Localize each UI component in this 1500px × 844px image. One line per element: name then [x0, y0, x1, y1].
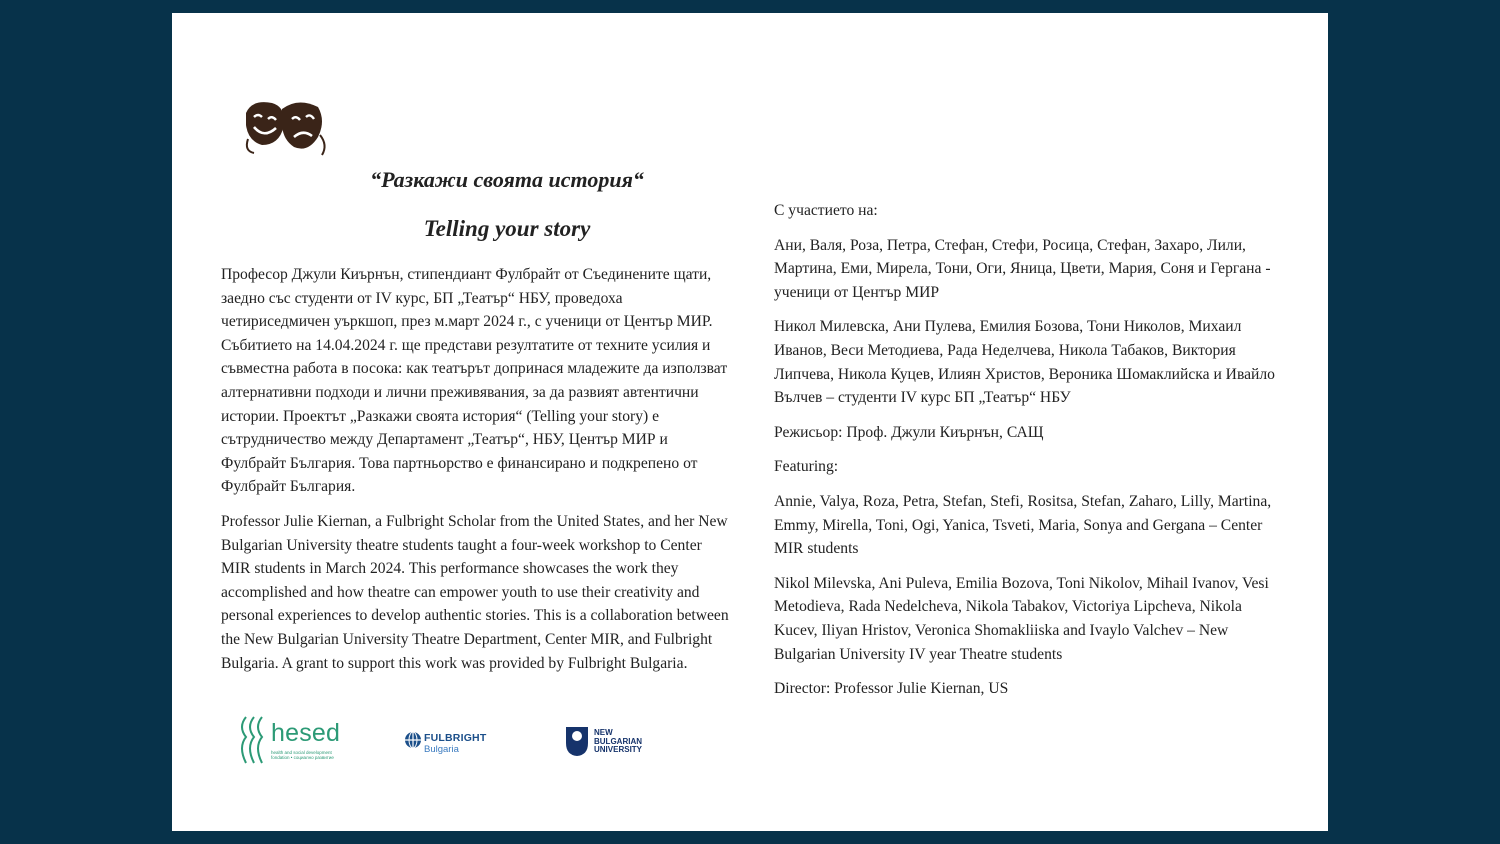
hesed-logo	[236, 713, 346, 769]
hesed-word: hesed	[271, 719, 341, 747]
nbu-logo	[564, 725, 660, 761]
participation-label-bg: С участието на:	[774, 202, 878, 219]
document-page	[172, 13, 1328, 831]
theatre-students-list-bg: Никол Милевска, Ани Пулева, Емилия Бозова, Тони Николов, Михаил Иванов, Веси Методиева, Рада Неделчева, Никола Табаков, Виктория Липчева, Никола Куцев, Илиян Христов, Вероника Шомаклийска и Ивайло Вълчев – студенти IV курс БП „Театър“ НБУ	[774, 318, 1275, 407]
left-column	[221, 263, 729, 686]
nbu-wordmark	[594, 729, 642, 755]
nbu-line1: NEW	[594, 728, 613, 737]
hesed-logo-icon	[236, 713, 270, 769]
featuring-label: Featuring:	[774, 458, 839, 476]
title-english: Telling your story	[423, 216, 591, 241]
description-bulgarian: Професор Джули Киърнън, стипендиант Фулбрайт от Съединените щати, заедно със студенти от IV курс, БП „Театър“ НБУ, проведоха четириседмичен уъркшоп, през м.март 2024 г., с ученици от Център МИР. Събитието на 14.04.2024 г. ще представи резултатите от техните усилия и съвместна работа в посока: как театърът допринася младежите да използват алтернативни подходи и лични преживявания, за да развият автентични истории. Проектът „Разкажи своята история“ (Telling your story) е сътрудничество между Департамент „Театър“, НБУ, Център МИР и Фулбрайт България. Това партньорство е финансирано и подкрепено от Фулбрайт България.	[221, 266, 728, 496]
theatre-masks-icon	[242, 95, 330, 157]
description-english: Professor Julie Kiernan, a Fulbright Scholar from the United States, and her New Bulgarian University theatre students taught a four-week workshop to Center MIR students in March 2024. This performance showcases the work they accomplished and how theatre can empower youth to use their creativity and personal experiences to develop authentic stories. This is a collaboration between the New Bulgarian University Theatre Department, Center MIR, and Fulbright Bulgaria. A grant to support this work was provided by Fulbright Bulgaria.	[221, 512, 729, 672]
theatre-students-list-en: Nikol Milevska, Ani Puleva, Emilia Bozova, Toni Nikolov, Mihail Ivanov, Vesi Metodieva, Rada Nedelcheva, Nikola Tabakov, Victoriya Lipcheva, Nikola Kucev, Iliyan Hristov, Veronica Shomakliiska and Ivaylo Valchev – New Bulgarian University IV year Theatre students	[774, 574, 1269, 663]
students-list-en: Annie, Valya, Roza, Petra, Stefan, Stefi, Rositsa, Stefan, Zaharo, Lilly, Martina, Emmy, Mirella, Toni, Ogi, Yanica, Tsveti, Maria, Sonya and Gergana – Center MIR students	[774, 492, 1272, 558]
title-bulgarian: “Разкажи своята история“	[370, 167, 644, 192]
hesed-tagline: health and social development fondation • социално развитие	[271, 750, 334, 760]
director-bg: Режисьор: Проф. Джули Киърнън, САЩ	[774, 423, 1044, 441]
right-column	[774, 199, 1282, 712]
fulbright-name: FULBRIGHT	[424, 732, 487, 744]
fulbright-country: Bulgaria	[424, 744, 459, 755]
nbu-line2: BULGARIAN	[594, 736, 642, 746]
students-list-bg: Ани, Валя, Роза, Петра, Стефан, Стефи, Росица, Стефан, Захаро, Лили, Мартина, Еми, Мирела, Тони, Оги, Яница, Цвети, Мария, Соня и Гергана - ученици от Център МИР	[774, 236, 1271, 301]
nbu-line3: UNIVERSITY	[594, 745, 643, 755]
fulbright-logo	[404, 729, 499, 757]
nbu-shield-icon	[564, 725, 590, 757]
fulbright-globe-icon	[404, 731, 422, 749]
director-en: Director: Professor Julie Kiernan, US	[774, 680, 1009, 698]
